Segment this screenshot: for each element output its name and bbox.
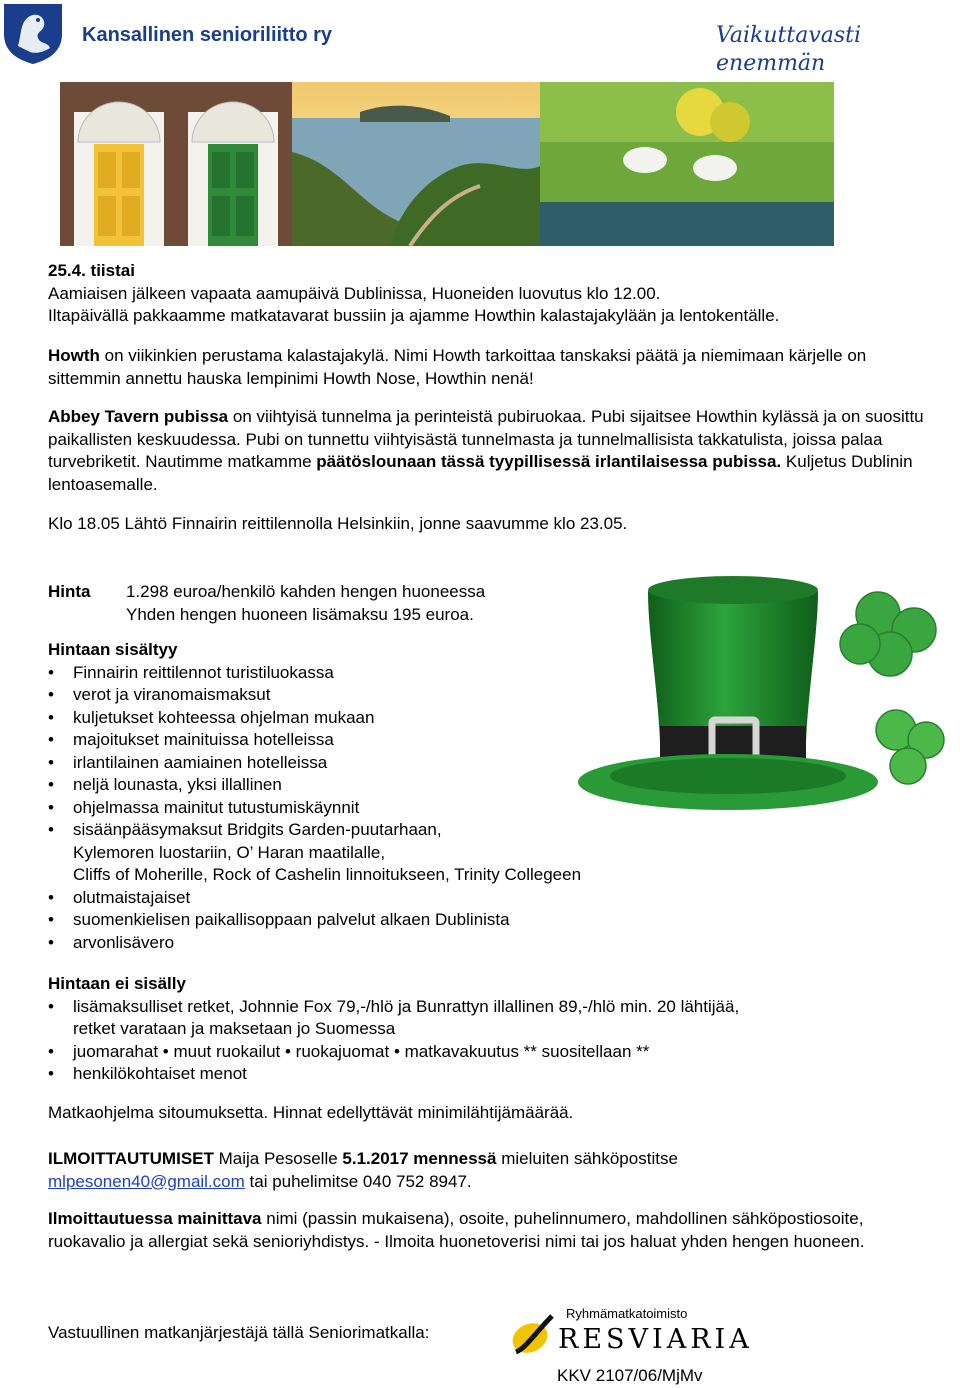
mention-paragraph: Ilmoittautuessa mainittava nimi (passin mukaisena), osoite, puhelinnumero, mahdollinen sähköpostiosoite, ruokavalio ja allergiat sekä senioriyhdistys. - Ilmoita huonetoverisi nimi tai jos haluat yhden hengen huoneen. [48, 1209, 865, 1251]
list-item: • neljä lounasta, yksi illallinen [48, 774, 943, 797]
abbey-paragraph: Abbey Tavern pubissa on viihtyisä tunnelma ja perinteistä pubiruokaa. Pubi sijaitsee Howthin kylässä ja on suosittu paikallisten keskuudessa. Pubi on tunnettu viihtyisästä tunnelmasta ja tunnelmallisista takkatulista, joissa palaa turvebriketit. Nautimme matkamme päätöslounaan tässä tyypillisessä irlantilaisessa pubissa. Kuljetus Dublinin lentoasemalle. [48, 407, 924, 494]
list-item: • verot ja viranomaismaksut [48, 684, 943, 707]
list-item: • ohjelmassa mainitut tutustumiskäynnit [48, 797, 943, 820]
resviaria-logo [508, 1306, 753, 1362]
excluded-heading: Hintaan ei sisälly [48, 974, 186, 993]
resviaria-name: RESVIARIA [558, 1324, 753, 1355]
list-item: • lisämaksulliset retket, Johnnie Fox 79,-/hlö ja Bunrattyn illallinen 89,-/hlö min. 20 lähtijää, retket varataan ja maksetaan jo Suomessa [48, 996, 943, 1041]
registration-paragraph: ILMOITTAUTUMISET Maija Pesoselle 5.1.2017 mennessä mieluiten sähköpostitse mlpesonen40@gmail.com tai puhelimitse 040 752 8947. [48, 1149, 678, 1191]
resviaria-swoosh-icon [508, 1312, 558, 1360]
sheep-field-photo [540, 82, 834, 246]
organization-name: Kansallinen senioriliitto ry [82, 24, 333, 46]
list-item: • irlantilainen aamiainen hotelleissa [48, 752, 943, 775]
georgian-doors-photo [60, 82, 292, 246]
ireland-photo-strip [60, 82, 834, 246]
list-item: • juomarahat • muut ruokailut • ruokajuomat • matkavakuutus ** suositellaan ** [48, 1041, 943, 1064]
list-item: • sisäänpääsymaksut Bridgits Garden-puutarhaan, Kylemoren luostariin, O’ Haran maatilalle, Cliffs of Moherille, Rock of Cashelin linnoitukseen, Trinity Collegeen [48, 819, 943, 887]
binding-note: Matkaohjelma sitoumuksetta. Hinnat edellyttävät minimilähtijämäärää. [48, 1103, 574, 1122]
list-item: • arvonlisävero [48, 932, 943, 955]
included-list [48, 662, 943, 955]
list-item: • Finnairin reittilennot turistiluokassa [48, 662, 943, 685]
organizer-text: Vastuullinen matkanjärjestäjä tällä Seniorimatkalla: [48, 1323, 430, 1342]
day-text-line1: Aamiaisen jälkeen vapaata aamupäivä Dublinissa, Huoneiden luovutus klo 12.00. [48, 283, 661, 303]
lion-emblem-icon [0, 0, 66, 66]
resviaria-tagline: Ryhmämatkatoimisto [566, 1306, 688, 1321]
kkv-number: KKV 2107/06/MjMv [557, 1366, 703, 1385]
price-line1: 1.298 euroa/henkilö kahden hengen huoneessa [126, 582, 486, 601]
slogan: Vaikuttavasti enemmän [716, 23, 862, 76]
day-heading: 25.4. tiistai [48, 261, 135, 280]
included-heading: Hintaan sisältyy [48, 640, 178, 659]
excluded-list [48, 996, 943, 1086]
howth-paragraph: Howth on viikinkien perustama kalastajakylä. Nimi Howth tarkoittaa tanskaksi päätä ja niemimaan kärjelle on sittemmin annettu hauska lempinimi Howth Nose, Howthin nenä! [48, 346, 867, 388]
day-text-line2: Iltapäivällä pakkaamme matkatavarat bussiin ja ajamme Howthin kalastajakylään ja lentokentälle. [48, 306, 780, 325]
list-item: • majoitukset mainituissa hotelleissa [48, 729, 943, 752]
list-item: • henkilökohtaiset menot [48, 1063, 943, 1086]
list-item: • olutmaistajaiset [48, 887, 943, 910]
price-label: Hinta [48, 582, 91, 601]
list-item: • kuljetukset kohteessa ohjelman mukaan [48, 707, 943, 730]
email-link[interactable]: mlpesonen40@gmail.com [48, 1171, 245, 1191]
price-line2: Yhden hengen huoneen lisämaksu 195 euroa. [126, 604, 474, 624]
coastal-sunset-photo [292, 82, 540, 246]
list-item: • suomenkielisen paikallisoppaan palvelut alkaen Dublinista [48, 909, 943, 932]
flight-info: Klo 18.05 Lähtö Finnairin reittilennolla Helsinkiin, jonne saavumme klo 23.05. [48, 514, 628, 533]
